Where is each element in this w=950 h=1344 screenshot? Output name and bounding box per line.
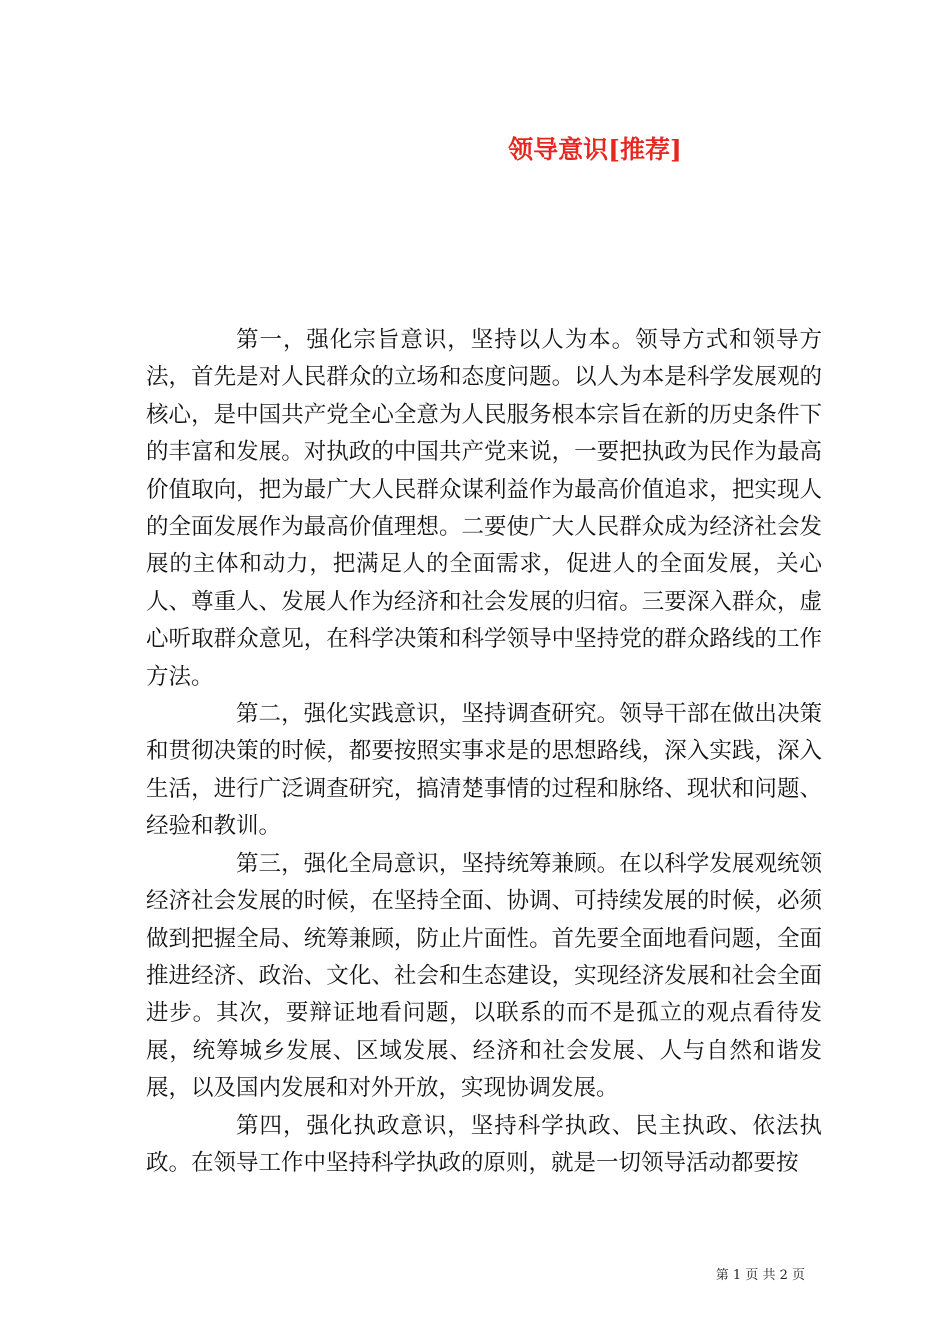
paragraph-1: 第一，强化宗旨意识，坚持以人为本。领导方式和领导方法，首先是对人民群众的立场和态度问题。以人为本是科学发展观的核心，是中国共产党全心全意为人民服务根本宗旨在新的历史条件下的丰富和发展。对执政的中国共产党来说，一要把执政为民作为最高价值取向，把为最广大人民群众谋利益作为最高价值追求，把实现人的全面发展作为最高价值理想。二要使广大人民群众成为经济社会发展的主体和动力，把满足人的全面需求，促进人的全面发展，关心人、尊重人、发展人作为经济和社会发展的归宿。三要深入群众，虚心听取群众意见，在科学决策和科学领导中坚持党的群众路线的工作方法。 [146, 327, 822, 690]
paragraph-3: 第三，强化全局意识，坚持统筹兼顾。在以科学发展观统领经济社会发展的时候，在坚持全面、协调、可持续发展的时候，必须做到把握全局、统筹兼顾，防止片面性。首先要全面地看问题，全面推进经济、政治、文化、社会和生态建设，实现经济发展和社会全面进步。其次，要辩证地看问题，以联系的而不是孤立的观点看待发展，统筹城乡发展、区域发展、经济和社会发展、人与自然和谐发展，以及国内发展和对外开放，实现协调发展。 [146, 850, 822, 1102]
document-title: 领导意识[推荐] [508, 135, 682, 164]
paragraph-2: 第二，强化实践意识，坚持调查研究。领导干部在做出决策和贯彻决策的时候，都要按照实事求是的思想路线，深入实践，深入生活，进行广泛调查研究，搞清楚事情的过程和脉络、现状和问题、经验和教训。 [146, 701, 822, 840]
paragraph-4: 第四，强化执政意识，坚持科学执政、民主执政、依法执政。在领导工作中坚持科学执政的原则，就是一切领导活动都要按 [146, 1112, 822, 1176]
document-body [146, 322, 822, 1182]
page-number: 第 1 页 共 2 页 [715, 1268, 805, 1283]
